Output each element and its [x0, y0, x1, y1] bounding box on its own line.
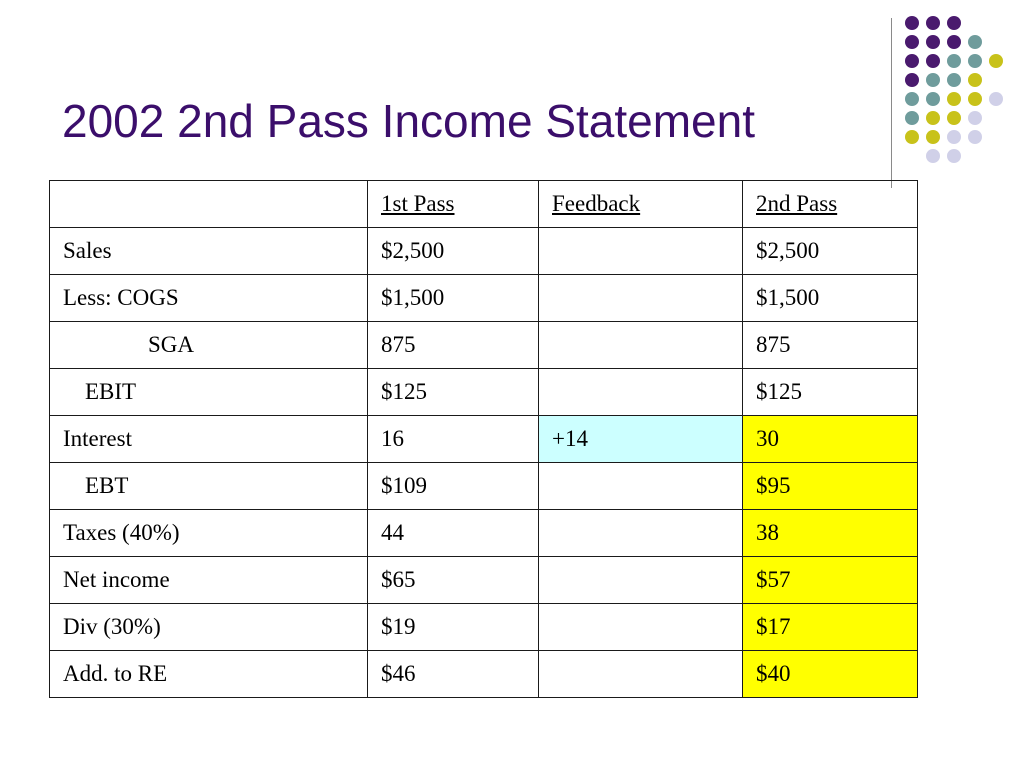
first-pass-cell: 44	[368, 510, 539, 557]
column-header	[368, 181, 539, 228]
table-row	[50, 463, 918, 510]
decorative-dot	[947, 54, 961, 68]
decorative-dot	[968, 92, 982, 106]
table-row	[50, 510, 918, 557]
decorative-dot	[926, 111, 940, 125]
decorative-dot	[947, 149, 961, 163]
table-row	[50, 604, 918, 651]
table-row	[50, 651, 918, 698]
table-header-row	[50, 181, 918, 228]
decorative-dot	[926, 149, 940, 163]
decorative-dot	[968, 73, 982, 87]
decorative-dot	[926, 54, 940, 68]
feedback-cell	[539, 604, 743, 651]
feedback-cell	[539, 463, 743, 510]
second-pass-cell: $95	[743, 463, 918, 510]
column-header	[743, 181, 918, 228]
decorative-dot	[947, 16, 961, 30]
second-pass-cell: 30	[743, 416, 918, 463]
feedback-cell	[539, 510, 743, 557]
table-row	[50, 275, 918, 322]
table-row	[50, 322, 918, 369]
income-statement-table	[49, 180, 918, 698]
decorative-dot	[947, 92, 961, 106]
decorative-dot	[989, 92, 1003, 106]
first-pass-cell: $46	[368, 651, 539, 698]
decorative-dot	[905, 16, 919, 30]
column-header-label: Feedback	[552, 191, 641, 216]
decorative-dot	[968, 111, 982, 125]
column-header	[50, 181, 368, 228]
decorative-dot	[947, 35, 961, 49]
row-label-cell: Sales	[50, 228, 368, 275]
feedback-cell	[539, 228, 743, 275]
decorative-dot	[926, 130, 940, 144]
feedback-cell	[539, 651, 743, 698]
table-row	[50, 228, 918, 275]
second-pass-cell: 875	[743, 322, 918, 369]
column-header-label: 1st Pass	[381, 191, 455, 216]
feedback-cell	[539, 322, 743, 369]
decorative-dot	[968, 35, 982, 49]
decorative-dot	[905, 130, 919, 144]
decorative-dot	[905, 92, 919, 106]
row-label-cell: EBT	[50, 463, 368, 510]
decorative-dot	[968, 130, 982, 144]
column-header	[539, 181, 743, 228]
decorative-dot	[905, 54, 919, 68]
decorative-dot	[905, 111, 919, 125]
decorative-dot	[947, 111, 961, 125]
decorative-dot	[947, 73, 961, 87]
row-label-cell: Add. to RE	[50, 651, 368, 698]
decorative-dot	[947, 130, 961, 144]
row-label-cell: EBIT	[50, 369, 368, 416]
first-pass-cell: $1,500	[368, 275, 539, 322]
first-pass-cell: 16	[368, 416, 539, 463]
decorative-dot	[905, 35, 919, 49]
row-label-cell: Net income	[50, 557, 368, 604]
row-label-cell: Less: COGS	[50, 275, 368, 322]
feedback-cell	[539, 275, 743, 322]
second-pass-cell: 38	[743, 510, 918, 557]
decorative-dot	[968, 54, 982, 68]
second-pass-cell: $1,500	[743, 275, 918, 322]
first-pass-cell: $109	[368, 463, 539, 510]
slide-title: 2002 2nd Pass Income Statement	[62, 95, 755, 147]
decorative-dot	[926, 35, 940, 49]
decorative-dot	[989, 54, 1003, 68]
row-label-cell: Interest	[50, 416, 368, 463]
table-row	[50, 416, 918, 463]
first-pass-cell: $125	[368, 369, 539, 416]
decorative-dot	[905, 73, 919, 87]
decorative-dot	[926, 73, 940, 87]
first-pass-cell: 875	[368, 322, 539, 369]
decorative-dot	[926, 92, 940, 106]
second-pass-cell: $125	[743, 369, 918, 416]
feedback-cell: +14	[539, 416, 743, 463]
column-header-label: 2nd Pass	[756, 191, 838, 216]
first-pass-cell: $19	[368, 604, 539, 651]
row-label-cell: Taxes (40%)	[50, 510, 368, 557]
decorative-dot	[926, 16, 940, 30]
first-pass-cell: $2,500	[368, 228, 539, 275]
second-pass-cell: $40	[743, 651, 918, 698]
feedback-cell	[539, 557, 743, 604]
feedback-cell	[539, 369, 743, 416]
table-row	[50, 557, 918, 604]
second-pass-cell: $17	[743, 604, 918, 651]
table-row	[50, 369, 918, 416]
row-label-cell: Div (30%)	[50, 604, 368, 651]
row-label-cell: SGA	[50, 322, 368, 369]
first-pass-cell: $65	[368, 557, 539, 604]
second-pass-cell: $2,500	[743, 228, 918, 275]
second-pass-cell: $57	[743, 557, 918, 604]
vertical-divider	[891, 18, 892, 188]
